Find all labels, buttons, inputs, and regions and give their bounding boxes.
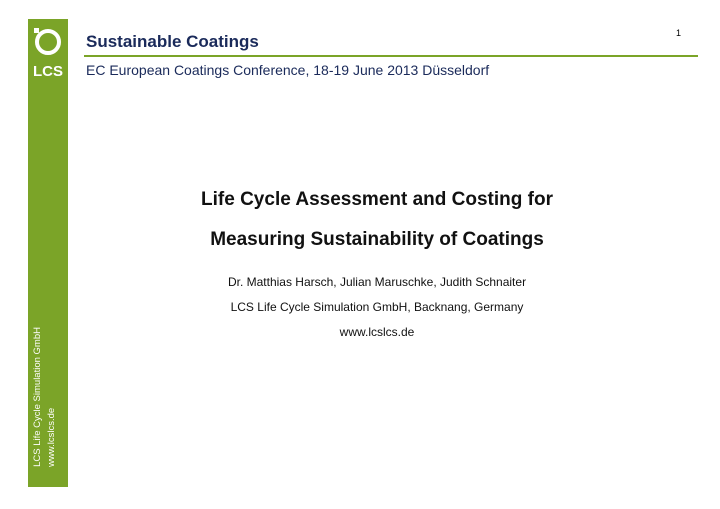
- header-divider: [84, 55, 698, 57]
- circle-ring-logo-icon: [28, 25, 68, 85]
- website-link[interactable]: www.lcslcs.de: [339, 325, 415, 339]
- sidebar-company-name: LCS Life Cycle Simulation GmbH: [32, 327, 43, 467]
- header-subtitle: EC European Coatings Conference, 18-19 June 2013 Düsseldorf: [86, 62, 490, 78]
- company-affiliation: LCS Life Cycle Simulation GmbH, Backnang, Germany: [230, 300, 524, 314]
- logo-text: LCS: [33, 63, 63, 80]
- sidebar-website: www.lcslcs.de: [46, 407, 57, 467]
- presentation-title-line-1: Life Cycle Assessment and Costing for: [201, 189, 553, 210]
- authors: Dr. Matthias Harsch, Julian Maruschke, Judith Schnaiter: [227, 275, 527, 289]
- presentation-title-line-2: Measuring Sustainability of Coatings: [210, 229, 544, 250]
- sidebar-band: [28, 19, 68, 487]
- header-title: Sustainable Coatings: [86, 32, 259, 51]
- page-number: 1: [676, 28, 682, 38]
- title-block: [84, 180, 670, 345]
- sidebar-company-text: [31, 327, 65, 467]
- lcs-logo: [28, 25, 68, 85]
